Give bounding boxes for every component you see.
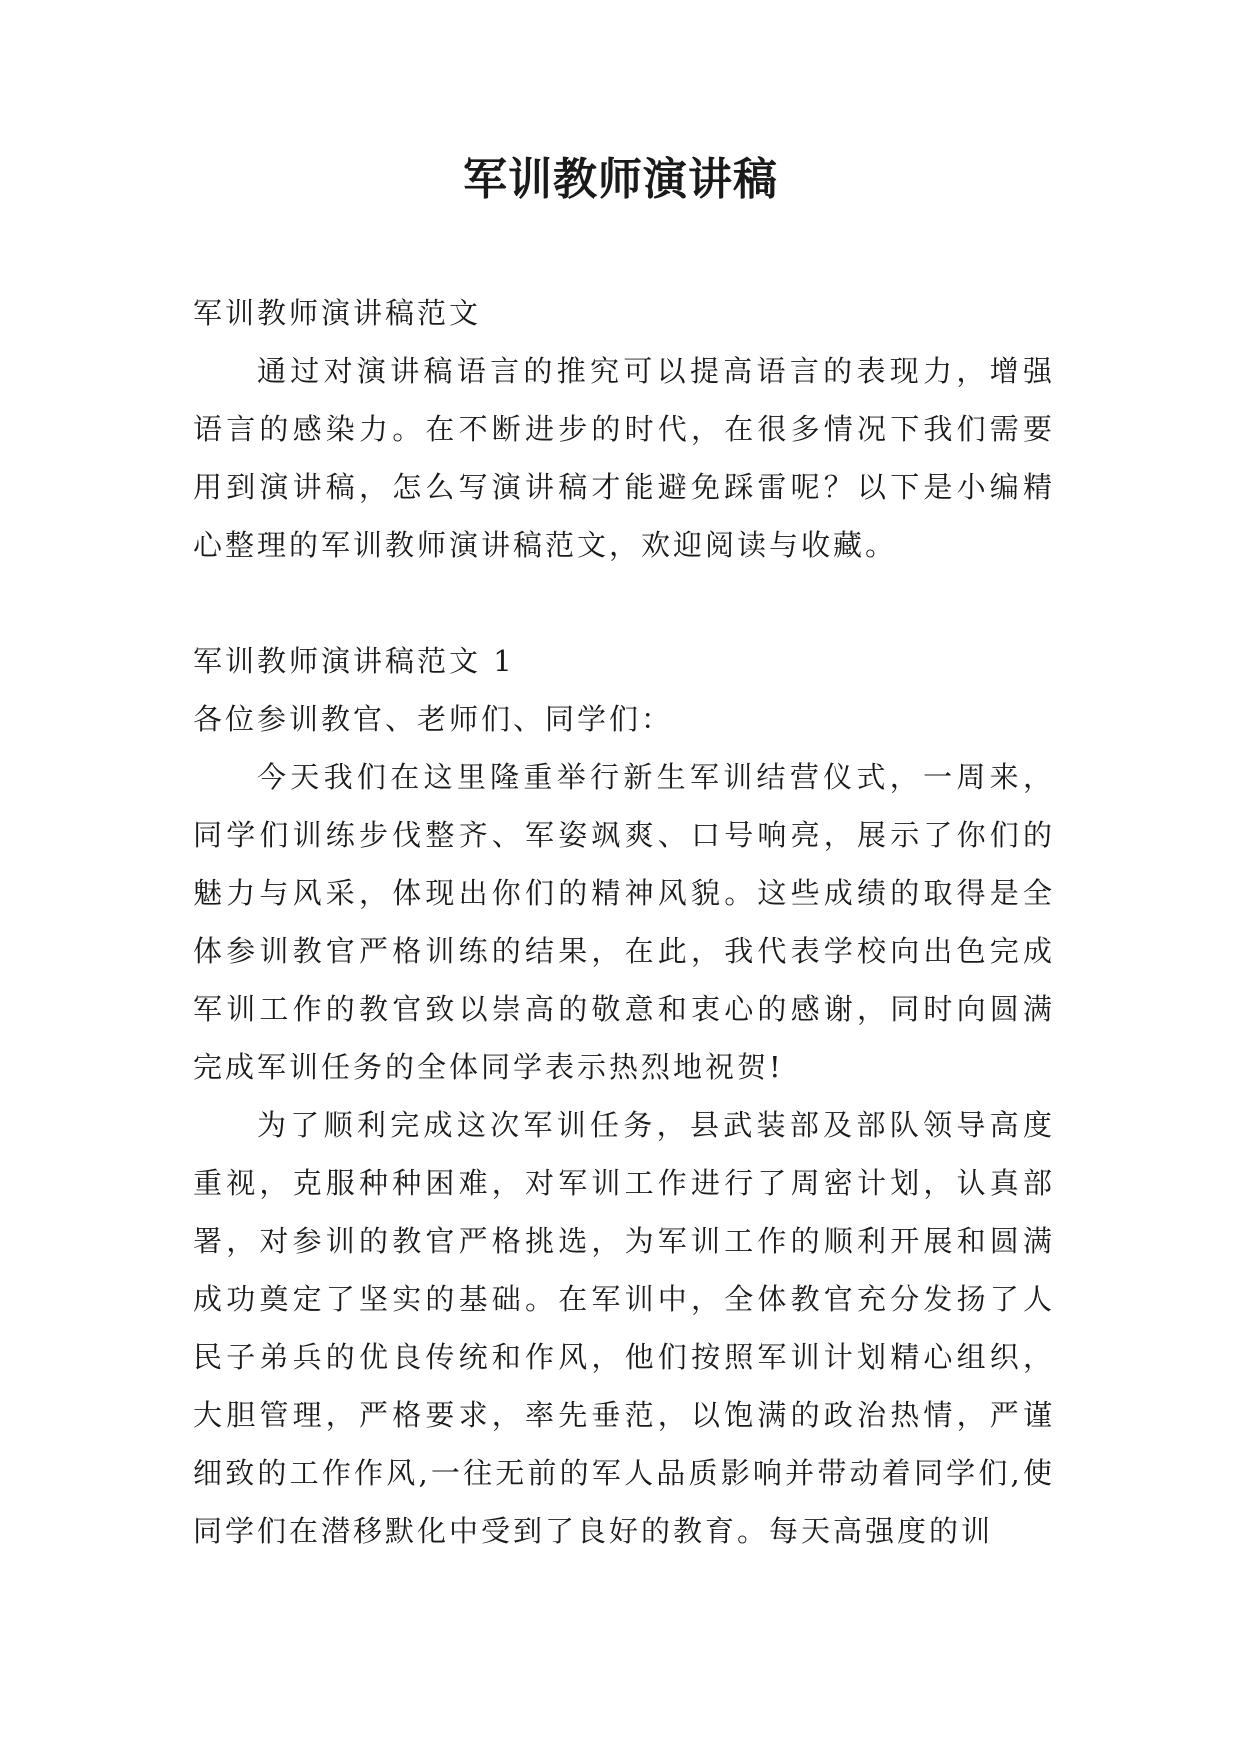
body-paragraph: 今天我们在这里隆重举行新生军训结营仪式，一周来，同学们训练步伐整齐、军姿飒爽、口号响亮，展示了你们的魅力与风采，体现出你们的精神风貌。这些成绩的取得是全体参训教官严格训练的结果，在此，我代表学校向出色完成军训工作的教官致以崇高的敬意和衷心的感谢，同时向圆满完成军训任务的全体同学表示热烈地祝贺!	[193, 760, 1055, 1084]
intro-paragraph: 通过对演讲稿语言的推究可以提高语言的表现力，增强语言的感染力。在不断进步的时代，在很多情况下我们需要用到演讲稿，怎么写演讲稿才能避免踩雷呢？以下是小编精心整理的军训教师演讲稿范文，欢迎阅读与收藏。	[193, 354, 1055, 562]
document-body	[193, 284, 1055, 1560]
section-spacer	[193, 574, 1055, 632]
salutation: 各位参训教官、老师们、同学们：	[193, 702, 674, 736]
section-heading: 军训教师演讲稿范文 1	[193, 644, 515, 678]
body-paragraph: 为了顺利完成这次军训任务，县武装部及部队领导高度重视，克服种种困难，对军训工作进行了周密计划，认真部署，对参训的教官严格挑选，为军训工作的顺利开展和圆满成功奠定了坚实的基础。在军训中，全体教官充分发扬了人民子弟兵的优良传统和作风，他们按照军训计划精心组织，大胆管理，严格要求，率先垂范，以饱满的政治热情，严谨细致的工作作风,一往无前的军人品质影响并带动着同学们,使同学们在潜移默化中受到了良好的教育。每天高强度的训	[193, 1108, 1055, 1548]
subtitle: 军训教师演讲稿范文	[193, 296, 482, 330]
document-title: 军训教师演讲稿	[463, 154, 778, 205]
